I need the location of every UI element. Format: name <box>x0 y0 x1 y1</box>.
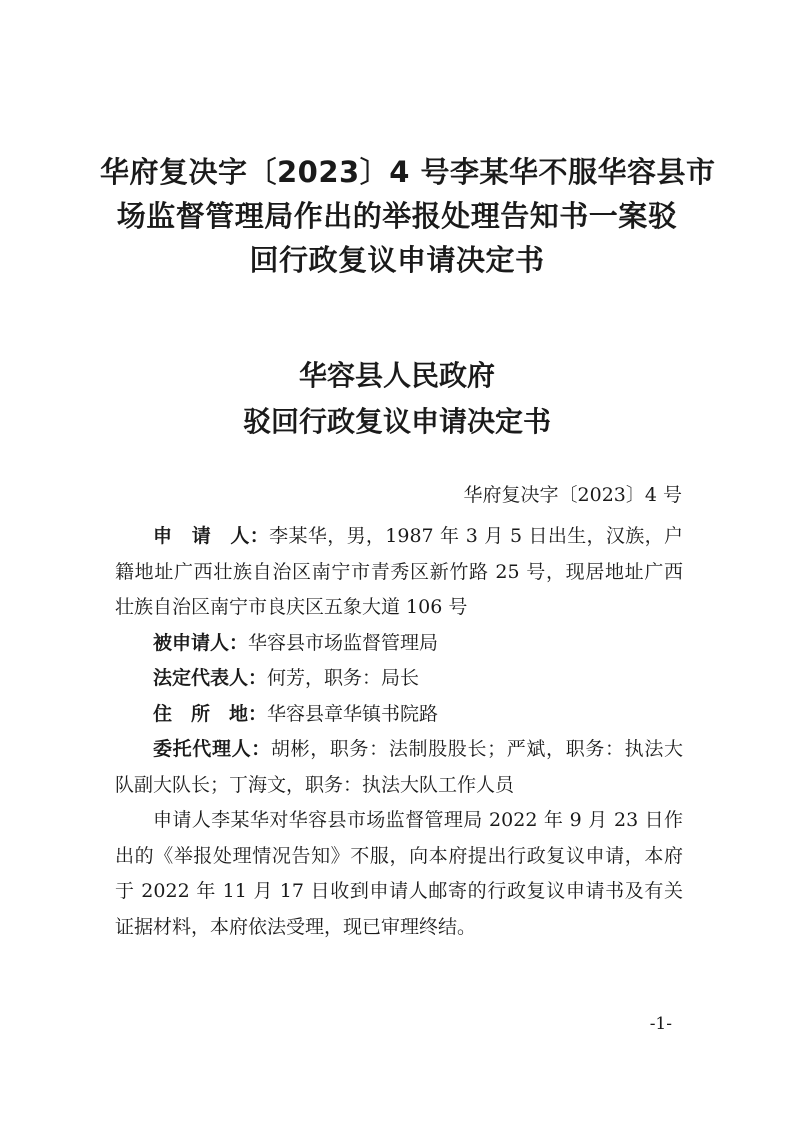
field-label: 住 所 地： <box>153 702 268 725</box>
field-value: 胡彬，职务：法制股股长；严斌，职务：执法大队副大队长；丁海文，职务：执法大队工作人员 <box>115 738 683 796</box>
case-summary-paragraph <box>115 803 683 945</box>
field-value: 申请人李某华对华容县市场监督管理局 2022 年 9 月 23 日作出的《举报处理情况告知》不服，向本府提出行政复议申请，本府于 2022 年 11 月 17 日收到申请人邮寄的行政复议申请书及有关证据材料，本府依法受理，现已审理终结。 <box>115 809 683 938</box>
decision-type: 驳回行政复议申请决定书 <box>242 405 551 438</box>
issuer-heading <box>0 353 794 445</box>
field-label: 申 请 人： <box>153 525 270 547</box>
field-value: 华容县章华镇书院路 <box>267 702 439 725</box>
respondent-paragraph <box>115 626 683 662</box>
address-paragraph <box>115 697 683 733</box>
document-body <box>115 519 683 945</box>
agent-paragraph <box>115 732 683 803</box>
document-title-line: 场监督管理局作出的举报处理告知书一案驳 <box>116 199 678 233</box>
legal-representative-paragraph <box>115 661 683 697</box>
document-title-line: 回行政复议申请决定书 <box>249 243 545 277</box>
issuer-name: 华容县人民政府 <box>298 359 495 392</box>
field-label: 委托代理人： <box>153 738 271 760</box>
field-value: 李某华，男，1987 年 3 月 5 日出生，汉族，户籍地址广西壮族自治区南宁市青秀区新竹路 25 号，现居地址广西壮族自治区南宁市良庆区五象大道 106 号 <box>115 525 683 618</box>
document-number: 华府复决字〔2023〕4 号 <box>463 484 682 506</box>
document-title <box>100 150 716 282</box>
field-label: 被申请人： <box>153 631 249 654</box>
field-value: 华容县市场监督管理局 <box>248 631 439 654</box>
document-title-line: 华府复决字〔2023〕4 号李某华不服华容县市 <box>100 155 716 189</box>
page-number: -1- <box>649 1014 672 1034</box>
field-label: 法定代表人： <box>153 667 268 689</box>
field-value: 何芳，职务：局长 <box>267 667 420 689</box>
applicant-paragraph <box>115 519 683 626</box>
